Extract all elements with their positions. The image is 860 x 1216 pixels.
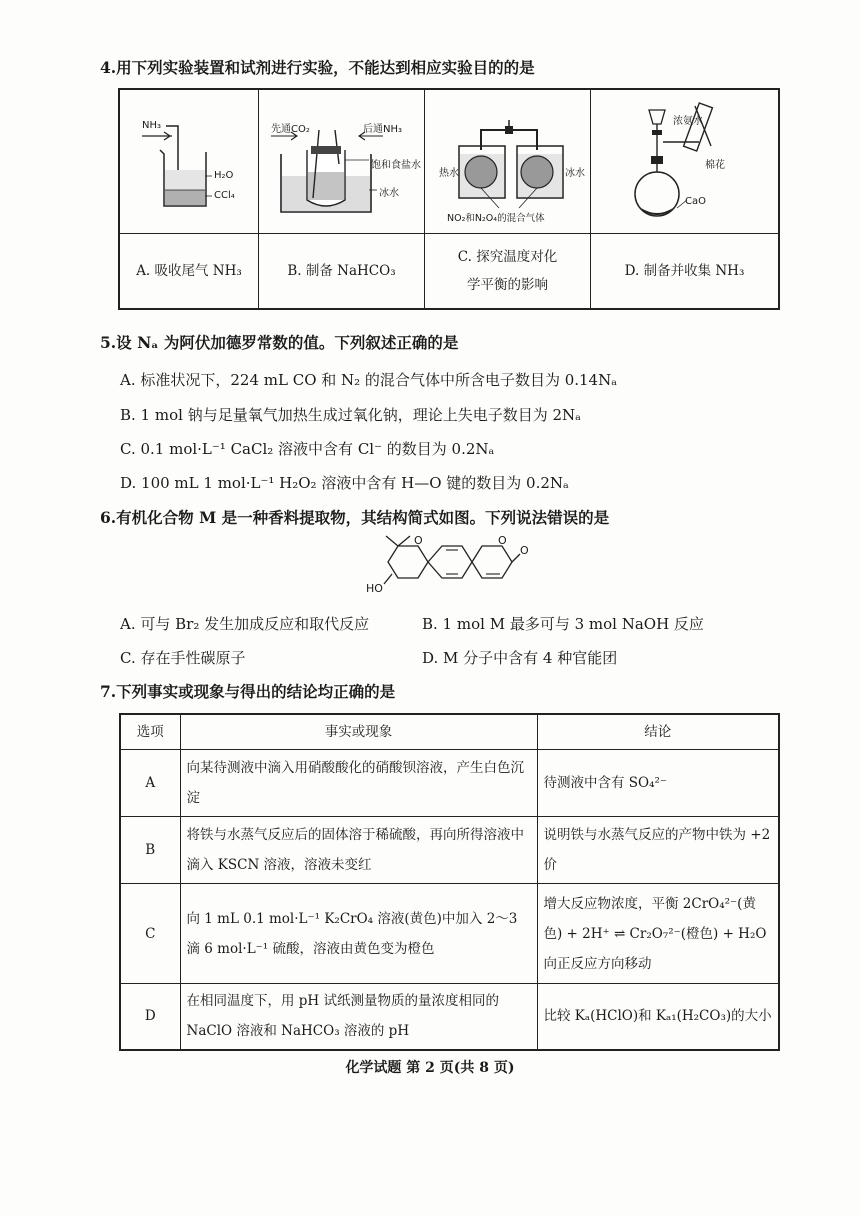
- q5-option-b: B. 1 mol 钠与足量氧气加热生成过氧化钠，理论上失电子数目为 2Nₐ: [120, 406, 581, 424]
- label-cao: CaO: [685, 196, 706, 207]
- label-brine: 饱和食盐水: [371, 160, 421, 171]
- row-option: C: [120, 884, 180, 984]
- header-option: 选项: [120, 714, 180, 750]
- label-carbonyl-o: O: [520, 544, 529, 557]
- caption-c: C. 探究温度对化 学平衡的影响: [425, 234, 591, 308]
- header-conclusion: 结论: [537, 714, 779, 750]
- q5-option-d: D. 100 mL 1 mol·L⁻¹ H₂O₂ 溶液中含有 H—O 键的数目为 0.2Nₐ: [120, 474, 569, 492]
- q6-option-a: A. 可与 Br₂ 发生加成反应和取代反应: [120, 615, 370, 633]
- q5-option-c: C. 0.1 mol·L⁻¹ CaCl₂ 溶液中含有 Cl⁻ 的数目为 0.2Nₐ: [120, 440, 495, 458]
- row-option: D: [120, 984, 180, 1050]
- label-cotton: 棉花: [705, 160, 725, 171]
- label-no2-mix: NO₂和N₂O₄的混合气体: [447, 213, 545, 224]
- facts-table: [119, 713, 780, 1051]
- q6-option-b: B. 1 mol M 最多可与 3 mol NaOH 反应: [422, 615, 704, 633]
- table-row: [120, 750, 779, 817]
- row-conclusion: 说明铁与水蒸气反应的产物中铁为 +2 价: [537, 817, 779, 884]
- table-row: [120, 984, 779, 1050]
- table-row: [120, 817, 779, 884]
- q6-option-d: D. M 分子中含有 4 种官能团: [422, 649, 618, 667]
- q7-stem: 7.下列事实或现象与得出的结论均正确的是: [100, 682, 396, 701]
- apparatus-d: [591, 90, 778, 234]
- row-option: B: [120, 817, 180, 884]
- label-h2o: H₂O: [214, 170, 234, 181]
- ammonia-generator-diagram: [591, 90, 780, 234]
- row-option: A: [120, 750, 180, 817]
- label-nh3-in: NH₃: [142, 120, 162, 131]
- apparatus-table: [118, 88, 780, 310]
- label-conc-ammonia: 浓氨水: [673, 116, 703, 127]
- row-fact: 将铁与水蒸气反应后的固体溶于稀硫酸，再向所得溶液中滴入 KSCN 溶液，溶液未变红: [180, 817, 537, 884]
- q6-stem: 6.有机化合物 M 是一种香料提取物，其结构简式如图。下列说法错误的是: [100, 508, 610, 527]
- q5-stem: 5.设 Nₐ 为阿伏加德罗常数的值。下列叙述正确的是: [100, 333, 459, 352]
- q6-option-c: C. 存在手性碳原子: [120, 649, 246, 667]
- apparatus-b: [259, 90, 425, 234]
- q4-stem: 4.用下列实验装置和试剂进行实验，不能达到相应实验目的的是: [100, 58, 535, 77]
- label-ccl4: CCl₄: [214, 190, 235, 201]
- row-fact: 在相同温度下，用 pH 试纸测量物质的量浓度相同的 NaClO 溶液和 NaHCO₃ 溶液的 pH: [180, 984, 537, 1050]
- page-footer: 化学试题 第 2 页(共 8 页): [345, 1060, 515, 1076]
- row-conclusion: 比较 Kₐ(HClO)和 Kₐ₁(H₂CO₃)的大小: [537, 984, 779, 1050]
- label-ice-water-c: 冰水: [565, 168, 585, 179]
- row-conclusion: 待测液中含有 SO₄²⁻: [537, 750, 779, 817]
- apparatus-c: [425, 90, 591, 234]
- structure-m: [358, 530, 528, 604]
- row-fact: 向某待测液中滴入用硝酸酸化的硝酸钡溶液，产生白色沉淀: [180, 750, 537, 817]
- caption-a: A. 吸收尾气 NH₃: [120, 234, 259, 308]
- label-nh3-after: 后通NH₃: [363, 124, 403, 135]
- absorption-beaker-diagram: [120, 90, 258, 234]
- label-ring-o1: O: [414, 534, 423, 547]
- table-header-row: [120, 714, 779, 750]
- q5-option-a: A. 标准状况下，224 mL CO 和 N₂ 的混合气体中所含电子数目为 0.14Nₐ: [120, 371, 618, 389]
- caption-b: B. 制备 NaHCO₃: [259, 234, 425, 308]
- label-hot-water: 热水: [439, 168, 459, 179]
- label-ring-o2: O: [498, 534, 507, 547]
- apparatus-a: [120, 90, 259, 234]
- caption-d: D. 制备并收集 NH₃: [624, 263, 745, 279]
- row-fact: 向 1 mL 0.1 mol·L⁻¹ K₂CrO₄ 溶液(黄色)中加入 2～3 滴 6 mol·L⁻¹ 硫酸，溶液由黄色变为橙色: [180, 884, 537, 984]
- row-conclusion: 增大反应物浓度，平衡 2CrO₄²⁻(黄色) + 2H⁺ ⇌ Cr₂O₇²⁻(橙色) + H₂O 向正反应方向移动: [537, 884, 779, 984]
- table-row: [120, 884, 779, 984]
- label-ice-water-b: 冰水: [379, 188, 399, 199]
- label-co2-first: 先通CO₂: [271, 124, 310, 135]
- label-ho: HO: [366, 582, 383, 595]
- header-fact: 事实或现象: [180, 714, 537, 750]
